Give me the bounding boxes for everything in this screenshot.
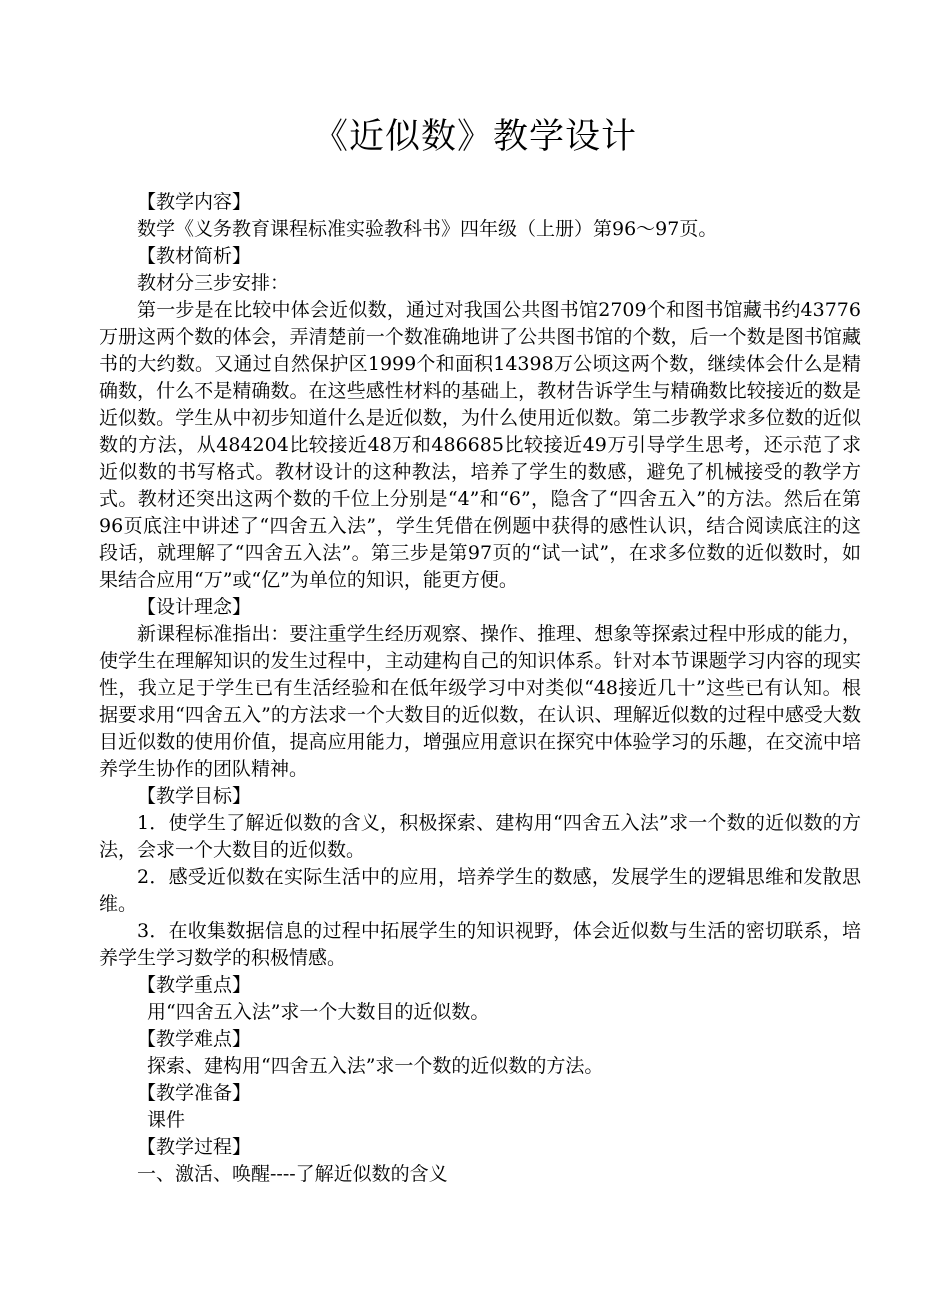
content-text: 数学《义务教育课程标准实验教科书》四年级（上册）第96～97页。 <box>137 218 718 240</box>
section-heading-process: 【教学过程】 <box>137 1136 252 1158</box>
analysis-body: 第一步是在比较中体会近似数，通过对我国公共图书馆2709个和图书馆藏书约43776万册这两个数的体会，弄清楚前一个数准确地讲了公共图书馆的个数，后一个数是图书馆藏书的大约数。又通过自然保护区1999个和面积14398万公顷这两个数，继续体会什么是精确数，什么不是精确数。在这些感性材料的基础上，教材告诉学生与精确数比较接近的数是近似数。学生从中初步知道什么是近似数，为什么使用近似数。第二步教学求多位数的近似数的方法，从484204比较接近48万和486685比较接近49万引导学生思考，还示范了求近似数的书写格式。教材设计的这种教法，培养了学生的数感，避免了机械接受的教学方式。教材还突出这两个数的千位上分别是“4”和“6”，隐含了“四舍五入”的方法。然后在第96页底注中讲述了“四舍五入法”，学生凭借在例题中获得的感性认识，结合阅读底注的这段话，就理解了“四舍五入法”。第三步是第97页的“试一试”，在求多位数的近似数时，如果结合应用“万”或“亿”为单位的知识，能更方便。 <box>99 299 861 591</box>
goal-item-2: 2．感受近似数在实际生活中的应用，培养学生的数感，发展学生的逻辑思维和发散思维。 <box>99 866 861 915</box>
section-heading-goals: 【教学目标】 <box>137 785 252 807</box>
concept-body: 新课程标准指出：要注重学生经历观察、操作、推理、想象等探索过程中形成的能力，使学生在理解知识的发生过程中，主动建构自己的知识体系。针对本节课题学习内容的现实性，我立足于学生已有生活经验和在低年级学习中对类似“48接近几十”这些已有认知。根据要求用“四舍五入”的方法求一个大数目的近似数，在认识、理解近似数的过程中感受大数目近似数的使用价值，提高应用能力，增强应用意识在探究中体验学习的乐趣，在交流中培养学生协作的团队精神。 <box>99 623 861 780</box>
goal-item-1: 1．使学生了解近似数的含义，积极探索、建构用“四舍五入法”求一个数的近似数的方法，会求一个大数目的近似数。 <box>99 812 861 861</box>
analysis-intro: 教材分三步安排： <box>137 272 290 294</box>
key-point-text: 用“四舍五入法”求一个大数目的近似数。 <box>147 1001 490 1023</box>
difficulty-text: 探索、建构用“四舍五入法”求一个数的近似数的方法。 <box>147 1055 604 1077</box>
preparation-text: 课件 <box>147 1109 186 1131</box>
section-heading-analysis: 【教材简析】 <box>137 245 252 267</box>
goal-item-3: 3．在收集数据信息的过程中拓展学生的知识视野，体会近似数与生活的密切联系，培养学生学习数学的积极情感。 <box>99 920 861 969</box>
page-title: 《近似数》教学设计 <box>312 117 637 157</box>
section-heading-key-point: 【教学重点】 <box>137 974 252 996</box>
section-heading-content: 【教学内容】 <box>137 191 252 213</box>
process-step-1: 一、激活、唤醒----了解近似数的含义 <box>137 1163 448 1185</box>
section-heading-difficulty: 【教学难点】 <box>137 1028 252 1050</box>
section-heading-concept: 【设计理念】 <box>137 596 252 618</box>
document-body <box>99 189 861 1188</box>
section-heading-preparation: 【教学准备】 <box>137 1082 252 1104</box>
